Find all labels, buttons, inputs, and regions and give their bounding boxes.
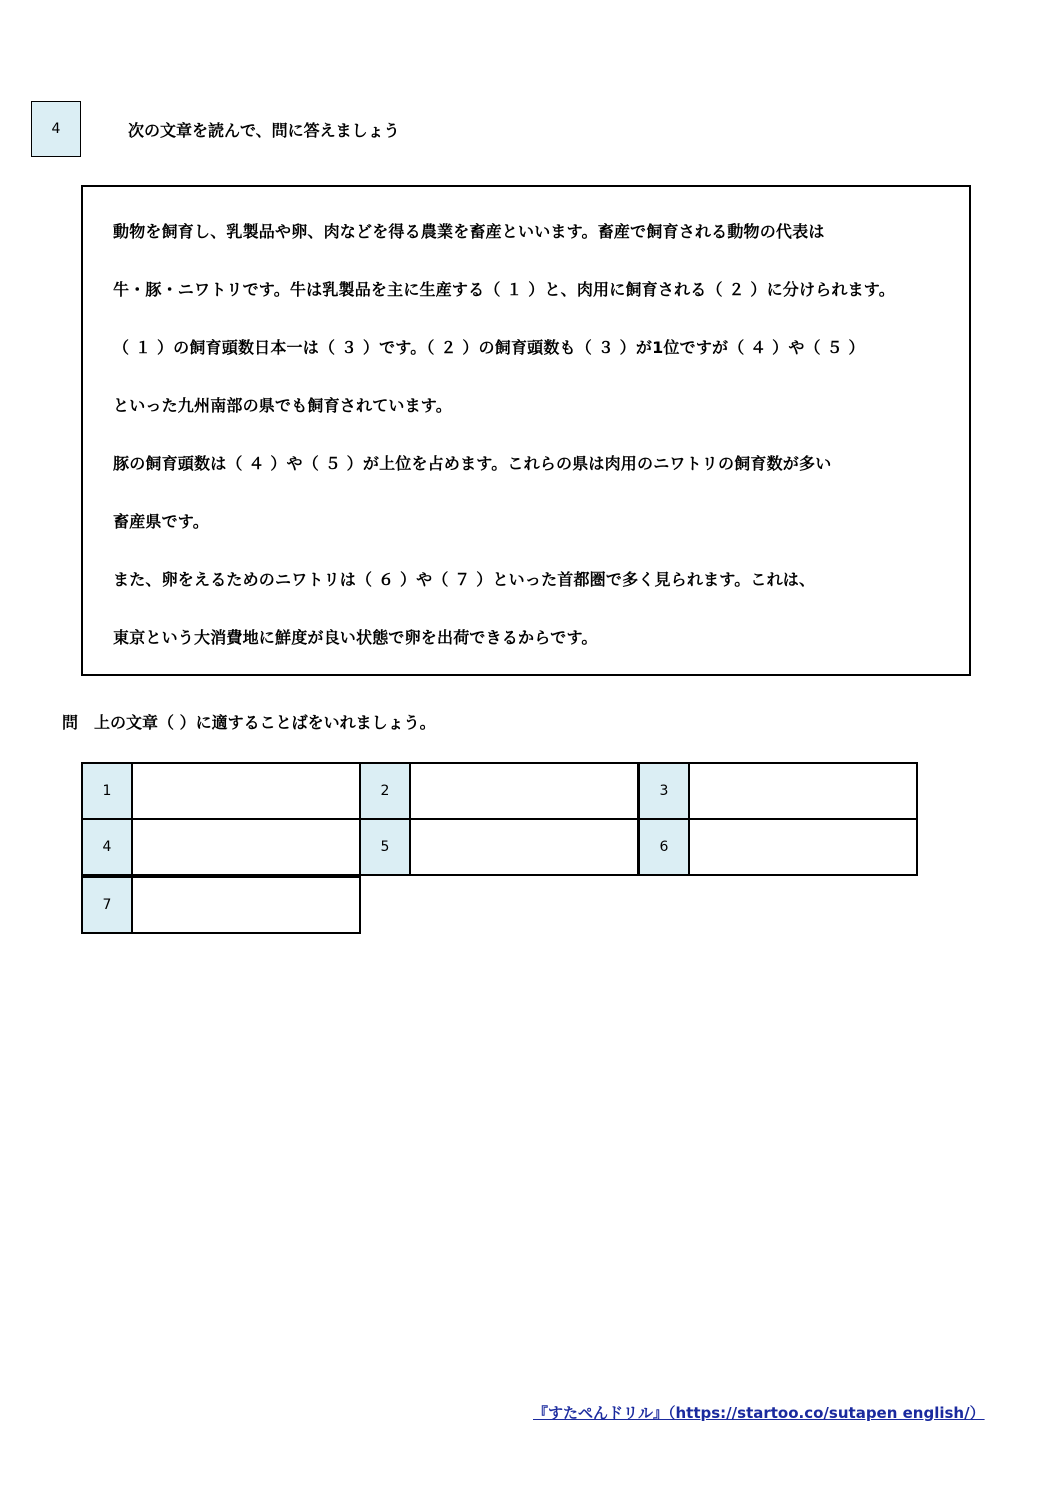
instruction-text: 次の文章を読んで、問に答えましょう — [128, 121, 400, 140]
passage-line: 牛・豚・ニワトリです。牛は乳製品を主に生産する（ １ ）と、肉用に飼育される（ ２ ）に分けられます。 — [113, 280, 895, 299]
answer-box-7[interactable] — [131, 876, 361, 934]
answer-label-4 — [81, 818, 133, 876]
answer-label-text: 1 — [102, 783, 112, 799]
answer-label-6 — [638, 818, 690, 876]
question-number-box — [31, 101, 81, 157]
answer-box-2[interactable] — [409, 762, 639, 820]
passage-line: 畜産県です。 — [113, 512, 209, 531]
question-text: 問 上の文章（ ）に適することばをいれましょう。 — [62, 713, 436, 732]
answer-box-1[interactable] — [131, 762, 361, 820]
answer-label-text: 6 — [659, 839, 669, 855]
answer-label-5 — [359, 818, 411, 876]
answer-label-text: 3 — [659, 783, 669, 799]
answer-box-6[interactable] — [688, 818, 918, 876]
passage-line: 東京という大消費地に鮮度が良い状態で卵を出荷できるからです。 — [113, 628, 598, 647]
answer-label-7 — [81, 876, 133, 934]
passage-line: 動物を飼育し、乳製品や卵、肉などを得る農業を畜産といいます。畜産で飼育される動物の代表は — [113, 222, 825, 241]
answer-label-text: 7 — [102, 897, 112, 913]
question-number: 4 — [51, 121, 61, 137]
answer-label-3 — [638, 762, 690, 820]
answer-box-5[interactable] — [409, 818, 639, 876]
footer-link[interactable]: 『すたぺんドリル』（https://startoo.co/sutapen english/） — [533, 1404, 985, 1422]
answer-label-text: 5 — [380, 839, 390, 855]
answer-label-1 — [81, 762, 133, 820]
answer-box-4[interactable] — [131, 818, 361, 876]
passage-line: また、卵をえるためのニワトリは（ ６ ）や（ ７ ）といった首都圏で多く見られます。これは、 — [113, 570, 816, 589]
passage-box — [81, 185, 971, 676]
passage-line: 豚の飼育頭数は（ ４ ）や（ ５ ）が上位を占めます。これらの県は肉用のニワトリの飼育数が多い — [113, 454, 832, 473]
passage-line: （ １ ）の飼育頭数日本一は（ ３ ）です。（ ２ ）の飼育頭数も（ ３ ）が1位ですが（ ４ ）や（ ５ ） — [113, 338, 865, 357]
answer-box-3[interactable] — [688, 762, 918, 820]
answer-label-text: 4 — [102, 839, 112, 855]
answer-label-text: 2 — [380, 783, 390, 799]
answer-label-2 — [359, 762, 411, 820]
passage-line: といった九州南部の県でも飼育されています。 — [113, 396, 452, 415]
